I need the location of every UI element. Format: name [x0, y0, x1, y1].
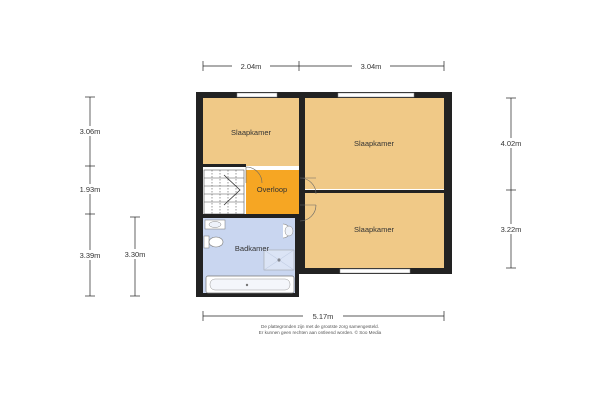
dimension-left-1: 3.06m: [79, 127, 101, 136]
toilet-icon: [204, 236, 223, 248]
bathtub-icon: [206, 276, 294, 293]
room-label-bathroom: Badkamer: [234, 244, 270, 253]
dimension-right-2: 3.22m: [500, 225, 522, 234]
disclaimer-line-1: De plattegronden zijn met de grootste zorg samengesteld.: [261, 324, 379, 329]
dimension-top-left: 2.04m: [240, 62, 262, 71]
room-label-bedroom-top-left: Slaapkamer: [230, 128, 272, 137]
shower-icon: [264, 250, 294, 270]
room-label-bedroom-bottom-right: Slaapkamer: [353, 225, 395, 234]
dimension-left-inner: 3.30m: [124, 250, 146, 259]
dimension-left-2: 1.93m: [79, 185, 101, 194]
room-label-bedroom-top-right: Slaapkamer: [353, 139, 395, 148]
staircase-icon: [204, 170, 244, 214]
dimension-right-1: 4.02m: [500, 139, 522, 148]
dimension-bottom: 5.17m: [312, 312, 334, 321]
disclaimer-line-2: Er kunnen geen rechten aan ontleend worden. © Soo Media: [258, 330, 382, 335]
dimension-left-3: 3.39m: [79, 251, 101, 260]
dimension-top-right: 3.04m: [360, 62, 382, 71]
room-label-landing: Overloop: [256, 185, 288, 194]
disclaimer: [200, 324, 440, 336]
